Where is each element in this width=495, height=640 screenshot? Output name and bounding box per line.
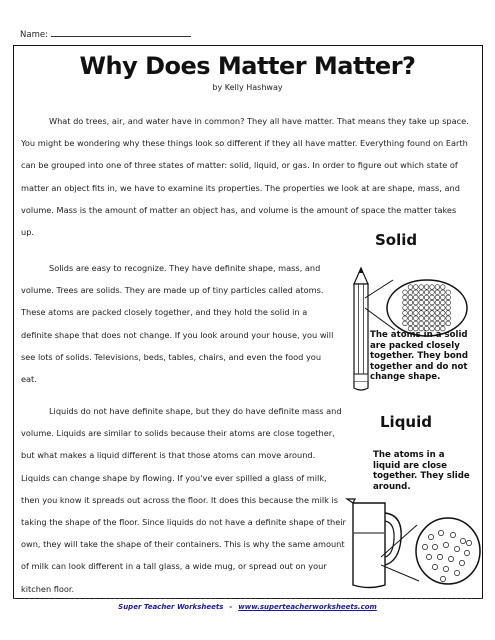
solid-atom <box>446 311 451 316</box>
solid-atom <box>441 295 446 300</box>
page-title: Why Does Matter Matter? <box>79 52 416 80</box>
solid-atom <box>403 321 408 326</box>
solid-atom <box>408 311 413 316</box>
solid-atom <box>446 321 451 326</box>
solid-atom <box>419 306 424 311</box>
solid-atom <box>424 300 429 305</box>
solid-atom <box>419 285 424 290</box>
solid-atom <box>424 321 429 326</box>
solid-atom <box>419 311 424 316</box>
byline: by Kelly Hashway <box>212 83 283 92</box>
solid-atom <box>403 311 408 316</box>
solid-atom <box>419 321 424 326</box>
solid-atom <box>419 290 424 295</box>
solid-atom <box>408 321 413 326</box>
paragraph-liquids-text: Liquids do not have definite shape, but they do have definite mass and volume. Liquids are similar to solids because their atoms are close together, but what makes a liquid different is that those atoms can move around. Liquids can change shape by flowing. If you've ever spilled a glass of milk, then you know it spreads out across the floor. It does this because the milk is taking the shape of the floor. Since liquids do not have a definite shape of their own, they will take the shape of their containers. This is why the same amount of milk can look different in a tall glass, a wide mug, or spread out on your kitchen floor. <box>21 406 346 594</box>
paragraph-solids <box>21 257 339 390</box>
solid-figure-title: Solid <box>375 231 418 249</box>
solid-atom <box>414 295 419 300</box>
solid-atom <box>403 306 408 311</box>
solid-atom <box>403 300 408 305</box>
solid-atom <box>419 295 424 300</box>
footer-separator: - <box>229 603 233 611</box>
solid-atom <box>441 306 446 311</box>
solid-atom <box>430 290 435 295</box>
name-line <box>20 28 191 40</box>
footer-brand: Super Teacher Worksheets <box>118 603 224 611</box>
solid-atom <box>414 290 419 295</box>
solid-atom <box>435 321 440 326</box>
liquid-figure-title: Liquid <box>380 413 432 431</box>
solid-atom <box>424 295 429 300</box>
solid-atom <box>446 295 451 300</box>
pitcher-illustration <box>345 495 485 595</box>
solid-atom <box>424 316 429 321</box>
solid-atom <box>424 285 429 290</box>
name-label: Name: <box>20 30 48 40</box>
paragraph-solids-text: Solids are easy to recognize. They have definite shape, mass, and volume. Trees are solids. They are made up of tiny particles called atoms. These atoms are packed closely together, and they hold the solid in a definite shape that does not change. If you look around your house, you will see lots of solids. Televisions, beds, tables, chairs, and even the food you eat. <box>21 263 334 385</box>
solid-atom <box>408 316 413 321</box>
solid-atom <box>403 290 408 295</box>
solid-atom <box>408 295 413 300</box>
solid-atom <box>408 290 413 295</box>
name-blank <box>51 28 191 37</box>
paragraph-intro <box>21 110 471 243</box>
solid-atom <box>408 300 413 305</box>
liquid-figure-caption: The atoms in a liquid are close together. They slide around. <box>373 450 470 492</box>
solid-atom <box>446 316 451 321</box>
solid-atom <box>424 311 429 316</box>
solid-atom <box>430 316 435 321</box>
solid-atom <box>435 300 440 305</box>
solid-atom <box>435 290 440 295</box>
solid-atom <box>441 290 446 295</box>
solid-atom <box>414 300 419 305</box>
solid-atom <box>441 311 446 316</box>
solid-figure-caption: The atoms in a solid are packed closely together. They bond together and do not change shape. <box>370 330 469 382</box>
solid-atom <box>408 285 413 290</box>
solid-atom <box>441 321 446 326</box>
solid-atom <box>435 295 440 300</box>
solid-atom <box>430 285 435 290</box>
footer <box>0 603 495 611</box>
solid-atom <box>419 316 424 321</box>
solid-atom <box>446 300 451 305</box>
solid-atom <box>424 306 429 311</box>
solid-atom <box>430 295 435 300</box>
solid-atom <box>414 285 419 290</box>
solid-atom <box>414 306 419 311</box>
footer-url-link[interactable]: www.superteacherworksheets.com <box>238 603 377 611</box>
paragraph-intro-text: What do trees, air, and water have in common? They all have matter. That means they take up space. You might be wondering why these things look so different if they all have matter. Everything found on Earth can be grouped into one of three states of matter: solid, liquid, or gas. In order to figure out which state of matter an object fits in, we have to examine its properties. The properties we look at are shape, mass, and volume. Mass is the amount of matter an object has, and volume is the amount of space the matter takes up. <box>21 116 469 238</box>
solid-atom <box>446 290 451 295</box>
solid-atom <box>430 311 435 316</box>
solid-atom <box>441 285 446 290</box>
solid-atom <box>430 306 435 311</box>
solid-atom <box>414 316 419 321</box>
solid-atom <box>403 295 408 300</box>
solid-atom <box>414 321 419 326</box>
solid-atom <box>419 300 424 305</box>
solid-atom <box>408 306 413 311</box>
footer-rule <box>13 598 483 599</box>
solid-atom <box>424 290 429 295</box>
solid-atom <box>435 285 440 290</box>
paragraph-liquids <box>21 400 346 600</box>
solid-atom <box>435 311 440 316</box>
solid-atom <box>414 311 419 316</box>
solid-atom <box>430 300 435 305</box>
solid-atom <box>435 316 440 321</box>
solid-atom <box>435 306 440 311</box>
solid-atom <box>430 321 435 326</box>
solid-atom <box>403 316 408 321</box>
solid-atom <box>441 300 446 305</box>
solid-atom <box>441 316 446 321</box>
solid-atom <box>446 306 451 311</box>
